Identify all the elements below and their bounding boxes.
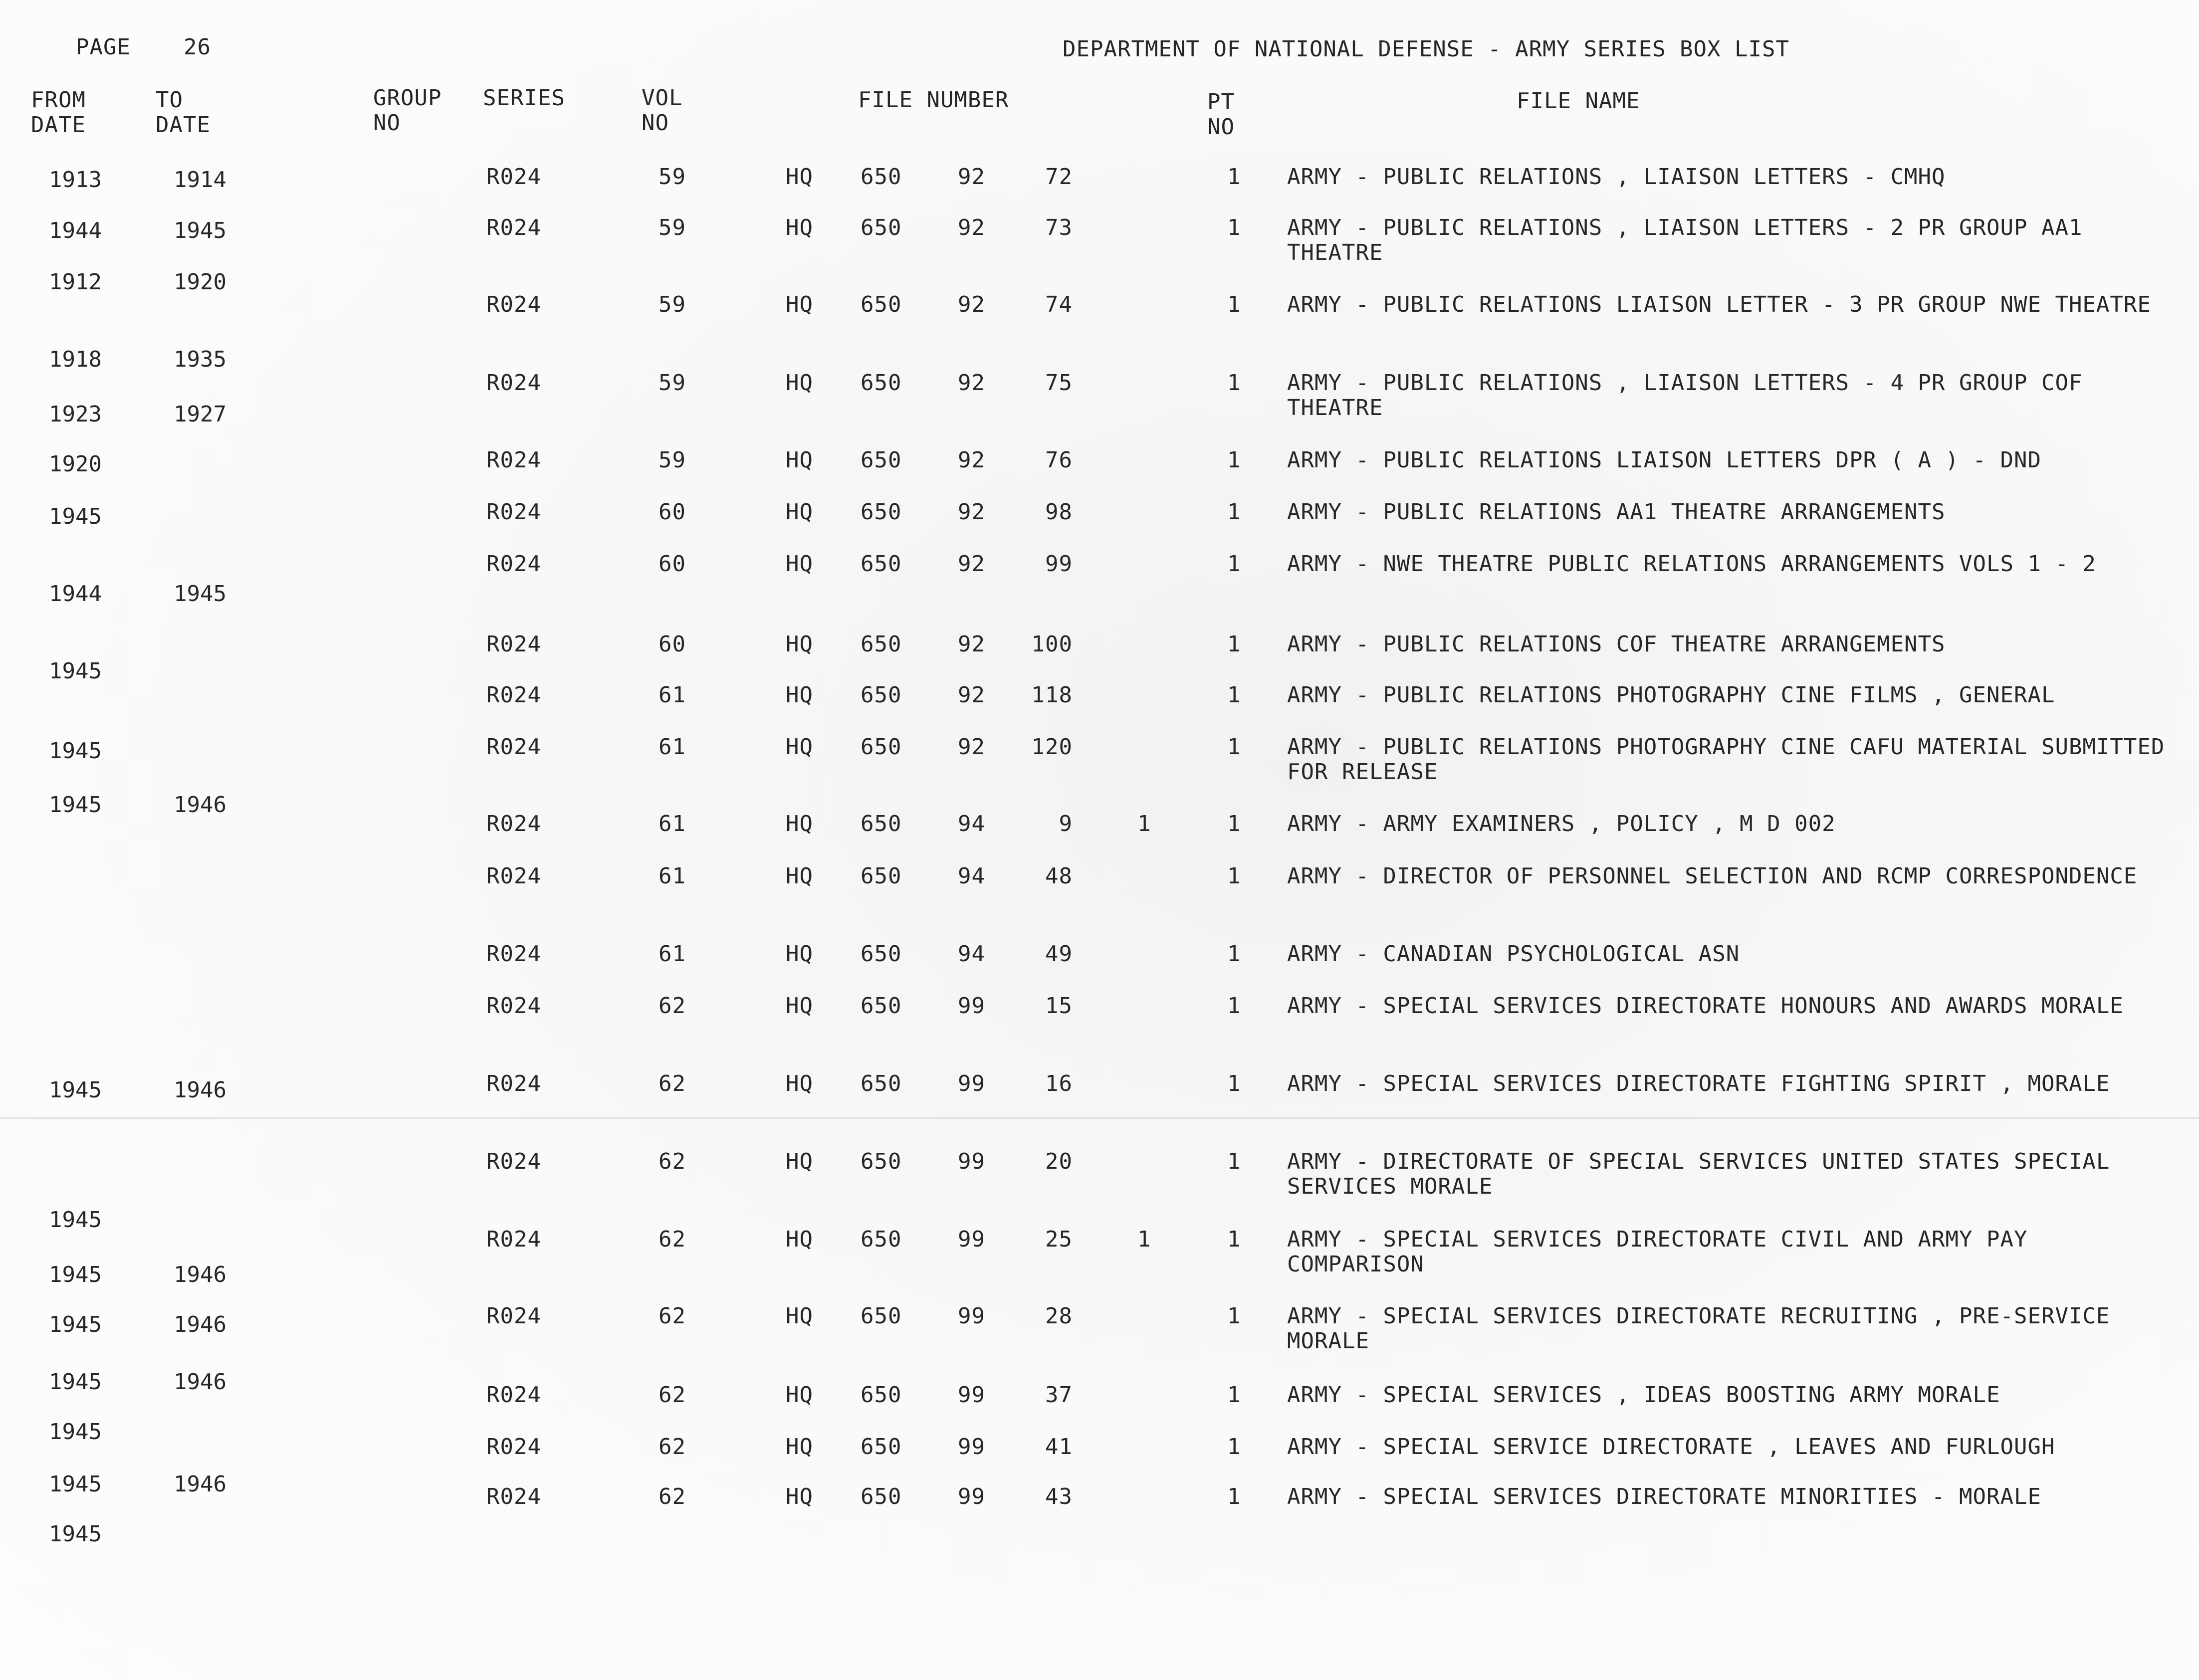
pt-number: 1 (1227, 1484, 1241, 1509)
file-name: ARMY - SPECIAL SERVICES DIRECTORATE MINORITIES - MORALE (1287, 1484, 2041, 1509)
col-header-vol-line1: VOL (642, 85, 683, 111)
from-date: 1945 (49, 1471, 102, 1497)
file-number-part1: 650 (861, 1149, 902, 1174)
file-sub-number: 1 (1137, 811, 1151, 837)
series-code: R024 (486, 370, 541, 396)
file-number-part2: 99 (958, 1382, 985, 1408)
hq-prefix: HQ (786, 682, 813, 708)
file-number-part3: 9 (1059, 811, 1073, 837)
from-date: 1945 (49, 1312, 102, 1337)
series-code: R024 (486, 215, 541, 240)
file-name: ARMY - PUBLIC RELATIONS AA1 THEATRE ARRANGEMENTS (1287, 499, 1946, 525)
series-code: R024 (486, 1227, 541, 1252)
file-number-part3: 118 (1031, 682, 1073, 708)
to-date: 1945 (174, 218, 226, 243)
hq-prefix: HQ (786, 1434, 813, 1460)
file-number-part3: 20 (1045, 1149, 1073, 1174)
hq-prefix: HQ (786, 1382, 813, 1408)
hq-prefix: HQ (786, 215, 813, 240)
pt-number: 1 (1227, 1303, 1241, 1329)
file-name: ARMY - PUBLIC RELATIONS LIAISON LETTERS DPR ( A ) - DND (1287, 447, 2041, 473)
from-date: 1945 (49, 1419, 102, 1445)
from-date: 1912 (49, 269, 102, 295)
series-code: R024 (486, 1484, 541, 1509)
from-date: 1945 (49, 1369, 102, 1395)
file-number-part2: 99 (958, 1303, 985, 1329)
file-number-part3: 74 (1045, 292, 1073, 317)
series-code: R024 (486, 499, 541, 525)
file-name: ARMY - SPECIAL SERVICES DIRECTORATE FIGHTING SPIRIT , MORALE (1287, 1071, 2110, 1096)
hq-prefix: HQ (786, 447, 813, 473)
pt-number: 1 (1227, 1071, 1241, 1096)
hq-prefix: HQ (786, 631, 813, 657)
file-name: ARMY - PUBLIC RELATIONS , LIAISON LETTERS - CMHQ (1287, 164, 1946, 190)
file-number-part1: 650 (861, 811, 902, 837)
series-code: R024 (486, 811, 541, 837)
hq-prefix: HQ (786, 941, 813, 967)
file-number-part2: 92 (958, 734, 985, 760)
file-name: ARMY - PUBLIC RELATIONS LIAISON LETTER - 3 PR GROUP NWE THEATRE (1287, 292, 2151, 317)
file-number-part3: 28 (1045, 1303, 1073, 1329)
file-number-part2: 92 (958, 370, 985, 396)
file-number-part1: 650 (861, 164, 902, 190)
file-number-part1: 650 (861, 499, 902, 525)
vol-number: 62 (659, 1071, 686, 1096)
col-header-series: SERIES (483, 85, 565, 111)
file-number-part3: 43 (1045, 1484, 1073, 1509)
file-number-part3: 100 (1031, 631, 1073, 657)
file-number-part1: 650 (861, 734, 902, 760)
hq-prefix: HQ (786, 370, 813, 396)
vol-number: 62 (659, 993, 686, 1019)
hq-prefix: HQ (786, 1227, 813, 1252)
hq-prefix: HQ (786, 1484, 813, 1509)
from-date: 1945 (49, 1521, 102, 1547)
vol-number: 61 (659, 941, 686, 967)
file-number-part2: 94 (958, 811, 985, 837)
vol-number: 61 (659, 682, 686, 708)
file-number-part1: 650 (861, 1303, 902, 1329)
col-header-file-number: FILE NUMBER (858, 87, 1009, 113)
col-header-pt-line1: PT (1207, 89, 1235, 115)
from-date: 1945 (49, 792, 102, 818)
hq-prefix: HQ (786, 551, 813, 577)
vol-number: 61 (659, 863, 686, 889)
series-code: R024 (486, 1071, 541, 1096)
col-header-to-line2: DATE (156, 112, 211, 138)
pt-number: 1 (1227, 164, 1241, 190)
from-date: 1945 (49, 1077, 102, 1103)
col-header-from-date (31, 88, 86, 138)
file-number-part1: 650 (861, 1434, 902, 1460)
vol-number: 62 (659, 1227, 686, 1252)
file-name: ARMY - NWE THEATRE PUBLIC RELATIONS ARRANGEMENTS VOLS 1 - 2 (1287, 551, 2096, 577)
file-name: ARMY - SPECIAL SERVICES DIRECTORATE CIVIL AND ARMY PAY COMPARISON (1287, 1227, 2028, 1277)
file-name: ARMY - ARMY EXAMINERS , POLICY , M D 002 (1287, 811, 1836, 837)
file-name: ARMY - PUBLIC RELATIONS COF THEATRE ARRANGEMENTS (1287, 631, 1946, 657)
file-name: ARMY - SPECIAL SERVICES DIRECTORATE HONOURS AND AWARDS MORALE (1287, 993, 2124, 1019)
series-code: R024 (486, 1149, 541, 1174)
vol-number: 62 (659, 1303, 686, 1329)
pt-number: 1 (1227, 1434, 1241, 1460)
file-number-part1: 650 (861, 941, 902, 967)
file-number-part3: 41 (1045, 1434, 1073, 1460)
to-date: 1946 (174, 792, 226, 818)
series-code: R024 (486, 941, 541, 967)
file-number-part1: 650 (861, 215, 902, 240)
file-name: ARMY - SPECIAL SERVICE DIRECTORATE , LEAVES AND FURLOUGH (1287, 1434, 2055, 1460)
file-number-part3: 75 (1045, 370, 1073, 396)
to-date: 1946 (174, 1369, 226, 1395)
file-name: ARMY - DIRECTORATE OF SPECIAL SERVICES UNITED STATES SPECIAL SERVICES MORALE (1287, 1149, 2110, 1199)
series-code: R024 (486, 682, 541, 708)
vol-number: 61 (659, 811, 686, 837)
vol-number: 62 (659, 1382, 686, 1408)
col-header-group-no (373, 86, 441, 136)
file-name: ARMY - PUBLIC RELATIONS , LIAISON LETTERS - 4 PR GROUP COF THEATRE (1287, 370, 2083, 420)
file-number-part3: 25 (1045, 1227, 1073, 1252)
page-label: PAGE (76, 34, 131, 60)
pt-number: 1 (1227, 499, 1241, 525)
file-name: ARMY - DIRECTOR OF PERSONNEL SELECTION AND RCMP CORRESPONDENCE (1287, 863, 2138, 889)
vol-number: 60 (659, 551, 686, 577)
from-date: 1944 (49, 581, 102, 607)
vol-number: 60 (659, 631, 686, 657)
vol-number: 59 (659, 447, 686, 473)
file-number-part3: 16 (1045, 1071, 1073, 1096)
vol-number: 59 (659, 215, 686, 240)
file-name: ARMY - SPECIAL SERVICES DIRECTORATE RECRUITING , PRE-SERVICE MORALE (1287, 1303, 2110, 1354)
col-header-to-date (156, 88, 211, 138)
file-number-part1: 650 (861, 447, 902, 473)
file-number-part3: 120 (1031, 734, 1073, 760)
to-date: 1945 (174, 581, 226, 607)
pt-number: 1 (1227, 551, 1241, 577)
file-number-part2: 92 (958, 631, 985, 657)
file-number-part2: 99 (958, 1227, 985, 1252)
file-number-part2: 92 (958, 499, 985, 525)
to-date: 1920 (174, 269, 226, 295)
file-number-part3: 98 (1045, 499, 1073, 525)
file-number-part1: 650 (861, 370, 902, 396)
to-date: 1927 (174, 402, 226, 427)
file-number-part1: 650 (861, 1382, 902, 1408)
document-title: DEPARTMENT OF NATIONAL DEFENSE - ARMY SERIES BOX LIST (1063, 36, 1789, 62)
pt-number: 1 (1227, 734, 1241, 760)
hq-prefix: HQ (786, 499, 813, 525)
file-name: ARMY - CANADIAN PSYCHOLOGICAL ASN (1287, 941, 1740, 967)
to-date: 1914 (174, 167, 226, 193)
pt-number: 1 (1227, 447, 1241, 473)
file-number-part1: 650 (861, 682, 902, 708)
file-number-part1: 650 (861, 551, 902, 577)
to-date: 1946 (174, 1471, 226, 1497)
page-fold-line (0, 1117, 2199, 1119)
file-number-part2: 92 (958, 447, 985, 473)
vol-number: 60 (659, 499, 686, 525)
file-number-part2: 99 (958, 993, 985, 1019)
col-header-file-name: FILE NAME (1517, 88, 1640, 114)
from-date: 1945 (49, 1262, 102, 1287)
file-name: ARMY - PUBLIC RELATIONS PHOTOGRAPHY CINE FILMS , GENERAL (1287, 682, 2055, 708)
hq-prefix: HQ (786, 993, 813, 1019)
file-number-part3: 99 (1045, 551, 1073, 577)
hq-prefix: HQ (786, 734, 813, 760)
pt-number: 1 (1227, 292, 1241, 317)
page-number: 26 (184, 34, 211, 60)
col-header-from-line1: FROM (31, 87, 86, 113)
from-date: 1945 (49, 658, 102, 684)
hq-prefix: HQ (786, 1303, 813, 1329)
col-header-vol-line2: NO (642, 110, 669, 136)
pt-number: 1 (1227, 993, 1241, 1019)
to-date: 1946 (174, 1312, 226, 1337)
file-number-part1: 650 (861, 1484, 902, 1509)
from-date: 1945 (49, 1207, 102, 1233)
file-number-part2: 94 (958, 941, 985, 967)
file-number-part1: 650 (861, 1227, 902, 1252)
series-code: R024 (486, 734, 541, 760)
hq-prefix: HQ (786, 1149, 813, 1174)
vol-number: 59 (659, 164, 686, 190)
file-number-part3: 76 (1045, 447, 1073, 473)
vol-number: 59 (659, 370, 686, 396)
file-number-part3: 48 (1045, 863, 1073, 889)
pt-number: 1 (1227, 941, 1241, 967)
col-header-pt-line2: NO (1207, 114, 1235, 140)
file-number-part2: 92 (958, 551, 985, 577)
file-number-part1: 650 (861, 993, 902, 1019)
file-number-part3: 49 (1045, 941, 1073, 967)
file-number-part2: 99 (958, 1149, 985, 1174)
vol-number: 62 (659, 1149, 686, 1174)
series-code: R024 (486, 1303, 541, 1329)
file-number-part1: 650 (861, 863, 902, 889)
hq-prefix: HQ (786, 811, 813, 837)
vol-number: 59 (659, 292, 686, 317)
col-header-from-line2: DATE (31, 112, 86, 138)
to-date: 1946 (174, 1077, 226, 1103)
col-header-pt-no (1207, 90, 1235, 140)
pt-number: 1 (1227, 1227, 1241, 1252)
pt-number: 1 (1227, 1149, 1241, 1174)
file-number-part2: 99 (958, 1484, 985, 1509)
hq-prefix: HQ (786, 164, 813, 190)
series-code: R024 (486, 631, 541, 657)
file-number-part2: 94 (958, 863, 985, 889)
from-date: 1913 (49, 167, 102, 193)
hq-prefix: HQ (786, 863, 813, 889)
file-number-part3: 37 (1045, 1382, 1073, 1408)
col-header-vol-no (642, 86, 682, 136)
series-code: R024 (486, 164, 541, 190)
from-date: 1918 (49, 347, 102, 372)
series-code: R024 (486, 993, 541, 1019)
pt-number: 1 (1227, 215, 1241, 240)
vol-number: 61 (659, 734, 686, 760)
vol-number: 62 (659, 1434, 686, 1460)
file-name: ARMY - PUBLIC RELATIONS PHOTOGRAPHY CINE CAFU MATERIAL SUBMITTED FOR RELEASE (1287, 734, 2165, 785)
pt-number: 1 (1227, 863, 1241, 889)
hq-prefix: HQ (786, 292, 813, 317)
series-code: R024 (486, 447, 541, 473)
hq-prefix: HQ (786, 1071, 813, 1096)
file-number-part3: 73 (1045, 215, 1073, 240)
file-name: ARMY - SPECIAL SERVICES , IDEAS BOOSTING ARMY MORALE (1287, 1382, 2000, 1408)
pt-number: 1 (1227, 811, 1241, 837)
pt-number: 1 (1227, 370, 1241, 396)
col-header-to-line1: TO (156, 87, 183, 113)
from-date: 1944 (49, 218, 102, 243)
col-header-group-line2: NO (373, 110, 401, 136)
pt-number: 1 (1227, 1382, 1241, 1408)
file-number-part2: 92 (958, 682, 985, 708)
pt-number: 1 (1227, 631, 1241, 657)
file-number-part3: 72 (1045, 164, 1073, 190)
to-date: 1935 (174, 347, 226, 372)
col-header-group-line1: GROUP (373, 85, 442, 111)
file-number-part2: 92 (958, 215, 985, 240)
from-date: 1920 (49, 451, 102, 477)
vol-number: 62 (659, 1484, 686, 1509)
series-code: R024 (486, 292, 541, 317)
file-number-part2: 99 (958, 1434, 985, 1460)
file-number-part3: 15 (1045, 993, 1073, 1019)
file-name: ARMY - PUBLIC RELATIONS , LIAISON LETTERS - 2 PR GROUP AA1 THEATRE (1287, 215, 2083, 265)
file-number-part1: 650 (861, 1071, 902, 1096)
series-code: R024 (486, 551, 541, 577)
file-number-part2: 99 (958, 1071, 985, 1096)
from-date: 1923 (49, 402, 102, 427)
series-code: R024 (486, 863, 541, 889)
file-sub-number: 1 (1137, 1227, 1151, 1252)
from-date: 1945 (49, 504, 102, 529)
series-code: R024 (486, 1382, 541, 1408)
file-number-part2: 92 (958, 164, 985, 190)
file-number-part1: 650 (861, 292, 902, 317)
to-date: 1946 (174, 1262, 226, 1287)
from-date: 1945 (49, 738, 102, 764)
pt-number: 1 (1227, 682, 1241, 708)
series-code: R024 (486, 1434, 541, 1460)
file-number-part1: 650 (861, 631, 902, 657)
file-number-part2: 92 (958, 292, 985, 317)
